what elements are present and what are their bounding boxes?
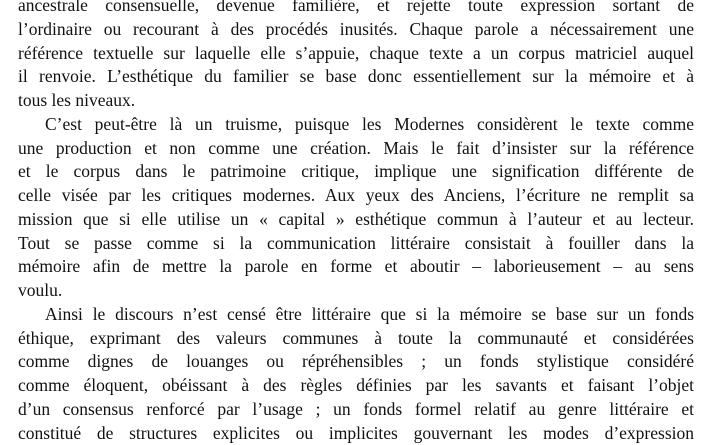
- document-page: [18, 0, 694, 445]
- text-line: constitué de structures explicites ou implicites gouvernant les modes d’expression: [18, 422, 694, 443]
- text-line: comme éloquent, obéissant à des règles définies par les savants et faisant l’objet: [18, 375, 694, 395]
- text-line: C’est peut-être là un truisme, puisque les Modernes considèrent le texte comme: [45, 113, 694, 134]
- paragraph-1: [18, 0, 694, 113]
- text-line: voulu.: [18, 280, 63, 300]
- text-line: mission que si elle utilise un « capital » esthétique commun à l’auteur et au lecteur.: [18, 208, 694, 229]
- paragraph-3: [18, 303, 694, 445]
- text-line: éthique, exprimant des valeurs communes à toute la communauté et considérées: [18, 327, 694, 348]
- text-line: référence textuelle sur laquelle elle s’appuie, chaque texte a un corpus matriciel auquel: [18, 42, 694, 63]
- text-line: Ainsi le discours n’est censé être littéraire que si la mémoire se base sur un fonds: [45, 303, 694, 324]
- text-line: tous les niveaux.: [18, 90, 136, 110]
- text-line: d’un consensus renforcé par l’usage ; un fonds formel relatif au genre littéraire et: [18, 398, 694, 419]
- text-line: celle visée par les critiques modernes. Aux yeux des Anciens, l’écriture ne remplit sa: [18, 185, 694, 205]
- paragraph-2: [18, 113, 694, 303]
- text-line: l’ordinaire ou recourant à des procédés inusités. Chaque parole a nécessairement une: [18, 18, 694, 39]
- text-line: ancestrale consensuelle, devenue familière, et rejette toute expression sortant de: [18, 0, 694, 15]
- text-line: une production et non comme une création. Mais le fait d’insister sur la référence: [18, 137, 694, 158]
- text-line: comme dignes de louanges ou répréhensibles ; un fonds stylistique considéré: [18, 351, 694, 372]
- text-line: mémoire afin de mettre la parole en forme et aboutir – laborieusement – au sens: [18, 256, 694, 277]
- text-line: Tout se passe comme si la communication littéraire consistait à fouiller dans la: [18, 232, 694, 253]
- text-line: il renvoie. L’esthétique du familier se base donc essentiellement sur la mémoire et à: [18, 66, 694, 87]
- text-line: et le corpus dans le patrimoine critique, implique une signification différente de: [18, 161, 694, 182]
